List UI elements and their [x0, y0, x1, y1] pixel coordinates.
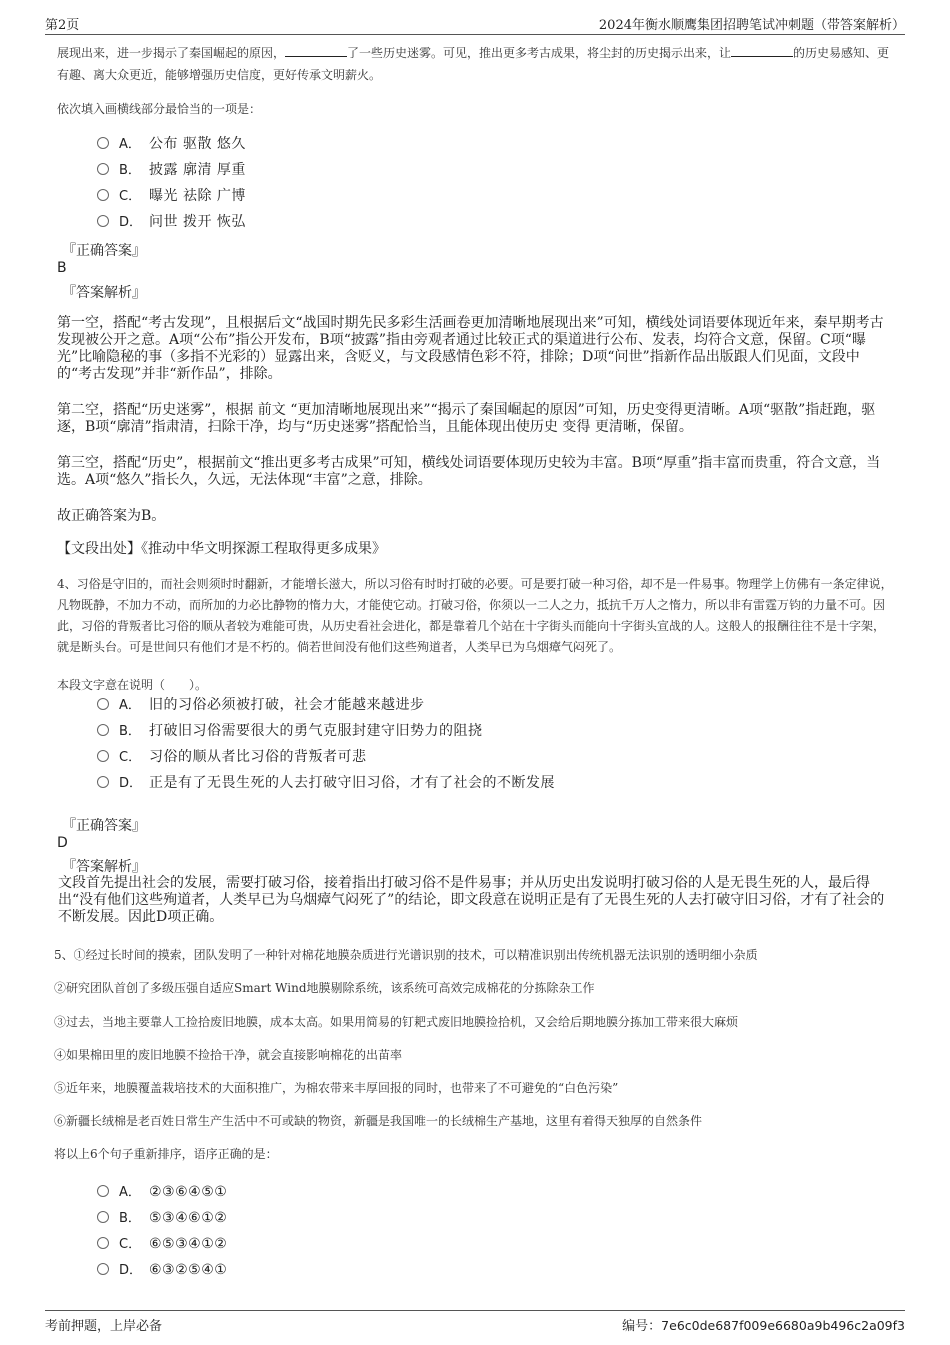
radio-icon[interactable]	[97, 189, 109, 201]
radio-icon[interactable]	[97, 724, 109, 736]
q3-analysis-3: 第三空，搭配“历史”，根据前文“推出更多考古成果”可知，横线处词语要体现历史较为丰富。B项“厚重”指丰富而贵重，符合文意，当选。A项“悠久”指长久，久远，无法体现“丰富”之意，排除。	[57, 455, 881, 488]
q3-option-a[interactable]: A． 公布 驱散 悠久	[97, 134, 246, 154]
q3-option-c[interactable]: C． 曝光 祛除 广博	[97, 186, 246, 206]
radio-icon[interactable]	[97, 1263, 109, 1275]
q5-sentence-2: ②研究团队首创了多级压强自适应Smart Wind地膜剔除系统，该系统可高效完成棉花的分拣除杂工作	[54, 981, 595, 995]
q4-stem: 4、习俗是守旧的，而社会则须时时翻新，才能增长滋大，所以习俗有时时打破的必要。可是要打破一种习俗，却不是一件易事。物理学上仿佛有一条定律说，凡物既静，不加力不动，而所加的力必比静物的惰力大，才能使它动。打破习俗，你须以一二人之力，抵抗千万人之惰力，所以非有雷霆万钧的力量不可。因此，习俗的背叛者比习俗的顺从者较为难能可贵，从历史看社会进化，都是靠着几个站在十字街头而能向十字街头宣战的人。这般人的报酬往往不是十字架，就是断头台。可是世间只有他们才是不朽的。倘若世间没有他们这些殉道者，人类早已为乌烟瘴气闷死了。	[57, 577, 893, 654]
radio-icon[interactable]	[97, 215, 109, 227]
q3-analysis-4: 故正确答案为B。	[57, 508, 166, 524]
footer-slogan: 考前押题，上岸必备	[45, 1319, 163, 1334]
q3-analysis-label: 『答案解析』	[62, 285, 146, 301]
q5-sentence-5: ⑤近年来，地膜覆盖栽培技术的大面积推广，为棉农带来丰厚回报的同时，也带来了不可避免的“白色污染”	[54, 1081, 619, 1095]
q4-analysis: 文段首先提出社会的发展，需要打破习俗，接着指出打破习俗不是件易事；并从历史出发说明打破习俗的人是无畏生死的人，最后得出“没有他们这些殉道者，人类早已为乌烟瘴气闷死了”的结论，即文段意在说明正是有了无畏生死的人去打破守旧习俗，才有了社会的不断发展。因此D项正确。	[58, 875, 885, 925]
q4-option-a[interactable]: A． 旧的习俗必须被打破，社会才能越来越进步	[97, 695, 425, 715]
page-number: 第2页	[45, 18, 80, 33]
q4-answer-label: 『正确答案』	[62, 818, 146, 834]
document-title: 2024年衡水顺鹰集团招聘笔试冲刺题（带答案解析）	[598, 18, 905, 33]
q5-option-d[interactable]: D． ⑥③②⑤④①	[97, 1260, 227, 1280]
blank-line	[285, 44, 347, 57]
q5-sentence-4: ④如果棉田里的废旧地膜不捡拾干净，就会直接影响棉花的出苗率	[54, 1048, 403, 1062]
radio-icon[interactable]	[97, 1185, 109, 1197]
radio-icon[interactable]	[97, 750, 109, 762]
blank-line	[731, 44, 793, 57]
q3-option-d[interactable]: D． 问世 拨开 恢弘	[97, 212, 246, 232]
radio-icon[interactable]	[97, 137, 109, 149]
radio-icon[interactable]	[97, 1237, 109, 1249]
q4-option-d[interactable]: D． 正是有了无畏生死的人去打破守旧习俗，才有了社会的不断发展	[97, 773, 555, 793]
q3-answer-label: 『正确答案』	[62, 243, 146, 259]
q4-analysis-label: 『答案解析』	[62, 859, 146, 875]
q5-sentence-1: 5、①经过长时间的摸索，团队发明了一种针对棉花地膜杂质进行光谱识别的技术，可以精准识别出传统机器无法识别的透明细小杂质	[54, 948, 758, 962]
radio-icon[interactable]	[97, 1211, 109, 1223]
page-footer	[45, 1310, 905, 1337]
page-header	[45, 12, 905, 35]
q5-sentence-6: ⑥新疆长绒棉是老百姓日常生产生活中不可或缺的物资，新疆是我国唯一的长绒棉生产基地，这里有着得天独厚的自然条件	[54, 1114, 703, 1128]
q5-option-c[interactable]: C． ⑥⑤③④①②	[97, 1234, 227, 1254]
q3-analysis-1: 第一空，搭配“考古发现”，且根据后文“战国时期先民多彩生活画卷更加清晰地展现出来”可知，横线处词语要体现近年来，秦早期考古发现被公开之意。A项“公布”指公开发布，B项“披露”指由旁观者通过比较正式的渠道进行公布、发表，均符合文意，保留。C项“曝光”比喻隐秘的事（多指不光彩的）显露出来，含贬义，与文段感情色彩不符，排除；D项“问世”指新作品出版跟人们见面，文段中的“考古发现”并非“新作品”，排除。	[57, 315, 884, 382]
q3-source: 【文段出处】《推动中华文明探源工程取得更多成果》	[57, 541, 386, 557]
q5-prompt: 将以上6个句子重新排序，语序正确的是：	[54, 1147, 278, 1161]
q5-sentence-3: ③过去，当地主要靠人工捡拾废旧地膜，成本太高。如果用简易的钉耙式废旧地膜捡拾机，又会给后期地膜分拣加工带来很大麻烦	[54, 1015, 739, 1029]
radio-icon[interactable]	[97, 698, 109, 710]
radio-icon[interactable]	[97, 163, 109, 175]
q3-prompt: 依次填入画横线部分最恰当的一项是：	[57, 102, 262, 116]
q3-analysis-2: 第二空，搭配“历史迷雾”，根据 前文 “更加清晰地展现出来”“揭示了秦国崛起的原因”可知，历史变得更清晰。A项“驱散”指赶跑，驱逐，B项“廓清”指肃清，扫除干净，均与“历史迷雾”搭配恰当，且能体现出使历史 变得 更清晰，保留。	[57, 402, 876, 435]
q5-option-a[interactable]: A． ②③⑥④⑤①	[97, 1182, 227, 1202]
q3-answer: B	[57, 260, 67, 276]
q4-answer: D	[57, 835, 68, 851]
radio-icon[interactable]	[97, 776, 109, 788]
q5-option-b[interactable]: B． ⑤③④⑥①②	[97, 1208, 227, 1228]
footer-code: 编号：7e6c0de687f009e6680a9b496c2a09f3	[622, 1318, 905, 1334]
q4-prompt: 本段文字意在说明（ ）。	[57, 678, 208, 692]
q3-option-b[interactable]: B． 披露 廓清 厚重	[97, 160, 246, 180]
q4-option-c[interactable]: C． 习俗的顺从者比习俗的背叛者可悲	[97, 747, 367, 767]
q3-passage: 展现出来，进一步揭示了秦国崛起的原因， 了一些历史迷雾。可见，推出更多考古成果，将尘封的历史揭示出来，让 的历史易感知、更有趣、离大众更近，能够增强历史信度，更好传承文明薪火。	[57, 46, 890, 82]
q4-option-b[interactable]: B． 打破旧习俗需要很大的勇气克服封建守旧势力的阻挠	[97, 721, 483, 741]
